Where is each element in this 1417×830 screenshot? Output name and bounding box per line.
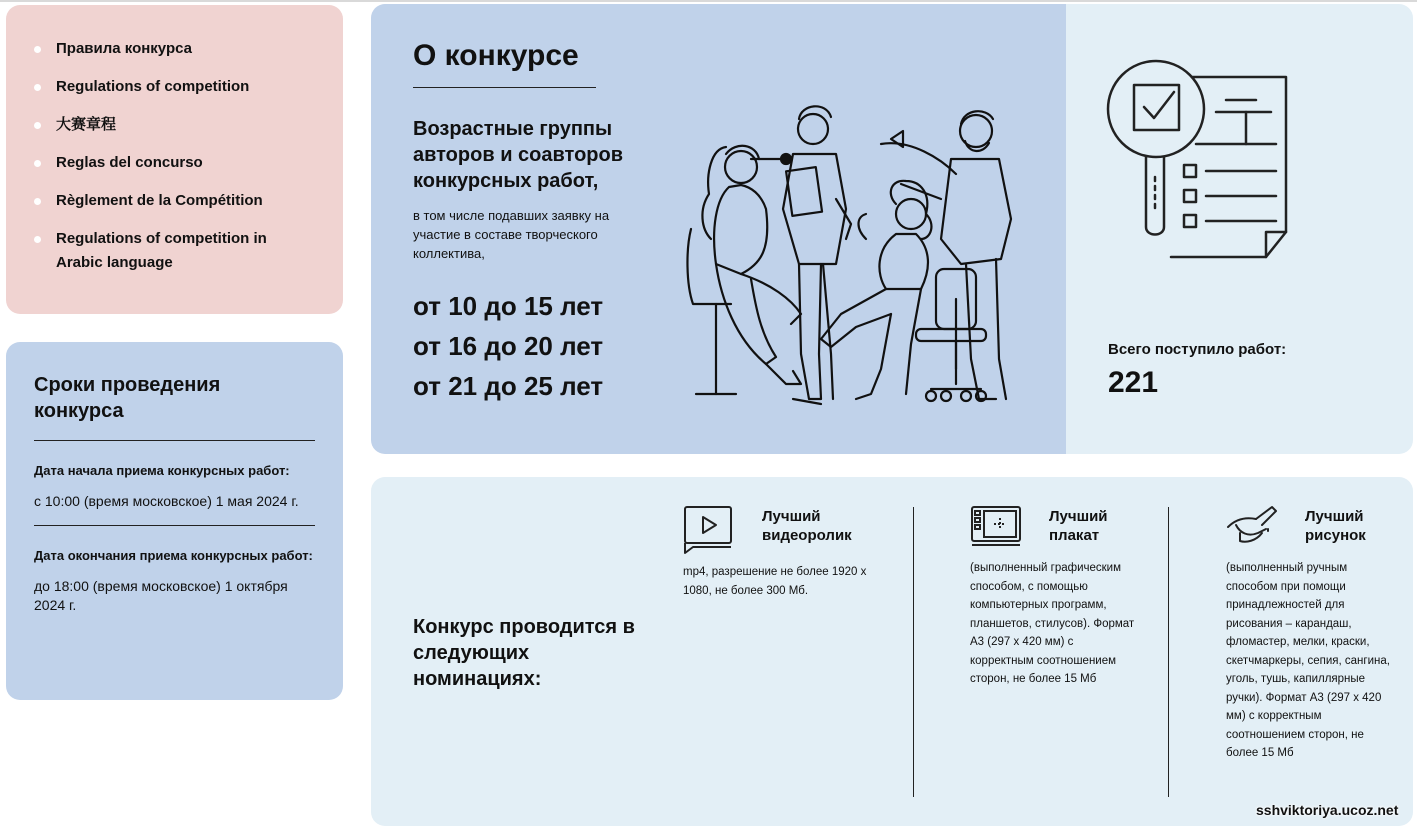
watermark: sshviktoriya.ucoz.net (1256, 802, 1399, 818)
document-link-rules-zh[interactable]: 大赛章程 (56, 116, 117, 133)
nomination-title: Лучший плакат (1049, 508, 1108, 544)
document-item[interactable] (34, 37, 315, 61)
about-title: О конкурсе (413, 39, 579, 72)
nomination-divider (1168, 507, 1169, 797)
document-link-rules-fr[interactable]: Règlement de la Compétition (56, 192, 263, 209)
start-date-label: Дата начала приема конкурсных работ: (34, 463, 290, 478)
end-date-label: Дата окончания приема конкурсных работ: (34, 548, 313, 563)
document-item[interactable] (34, 75, 315, 99)
document-link-rules-en[interactable]: Regulations of competition (56, 78, 250, 95)
document-magnifier-icon (1106, 52, 1291, 267)
document-link-rules-es[interactable]: Reglas del concurso (56, 154, 203, 171)
nomination-title: Лучший рисунок (1305, 508, 1366, 544)
document-item[interactable] (34, 113, 315, 137)
documents-card (6, 5, 343, 314)
end-date-block (34, 526, 315, 615)
top-divider (0, 0, 1417, 2)
nominations-intro: Конкурс проводится в следующих номинациях: (413, 616, 635, 690)
age-group: от 16 до 20 лет (413, 331, 604, 361)
document-item[interactable] (34, 151, 315, 175)
poster-icon (970, 503, 1022, 555)
document-link-rules-ru[interactable]: Правила конкурса (56, 40, 192, 57)
about-title-underline (413, 87, 596, 88)
nomination-title: Лучший видеоролик (762, 508, 852, 544)
drawing-icon (1226, 503, 1278, 555)
video-icon (683, 503, 735, 555)
start-date-value: с 10:00 (время московское) 1 мая 2024 г. (34, 493, 299, 509)
start-date-block (34, 441, 315, 511)
age-group: от 10 до 15 лет (413, 291, 604, 321)
nomination-divider (913, 507, 914, 797)
end-date-value: до 18:00 (время московское) 1 октября 2024 г. (34, 578, 288, 613)
nomination-description: (выполненный ручным способом при помощи принадлежностей для рисования – карандаш, фломастер, мелки, краски, скетчмаркеры, сепия, сангина, уголь, тушь, капиллярные ручки). Формат А3 (297 х 420 мм) с корректным соотношением сторон, не более 15 Мб (1226, 562, 1390, 759)
age-groups-note: в том числе подавших заявку на участие в составе творческого коллектива, (413, 208, 610, 261)
nomination-description: (выполненный графическим способом, с помощью компьютерных программ, планшетов, стилусов). Формат А3 (297 х 420 мм) с корректным соотношением сторон, не более 15 Мб (970, 562, 1135, 685)
nomination-description: mp4, разрешение не более 1920 х 1080, не более 300 Мб. (683, 566, 867, 597)
age-groups-list (413, 286, 603, 406)
document-item[interactable] (34, 189, 315, 213)
document-link-rules-ar[interactable]: Regulations of competition in Arabic language (56, 230, 267, 271)
total-works-label: Всего поступило работ: (1108, 341, 1287, 358)
dates-card (6, 342, 343, 700)
documents-list (34, 37, 315, 275)
stats-panel (1066, 4, 1413, 454)
people-team-illustration (681, 99, 1026, 409)
age-group: от 21 до 25 лет (413, 371, 604, 401)
total-works-value: 221 (1108, 366, 1159, 399)
nominations-section (371, 477, 1413, 826)
dates-title: Сроки проведения конкурса (34, 374, 221, 422)
about-section (371, 4, 1066, 454)
document-item[interactable] (34, 227, 315, 275)
age-groups-title: Возрастные группы авторов и соавторов конкурсных работ, (413, 118, 624, 192)
